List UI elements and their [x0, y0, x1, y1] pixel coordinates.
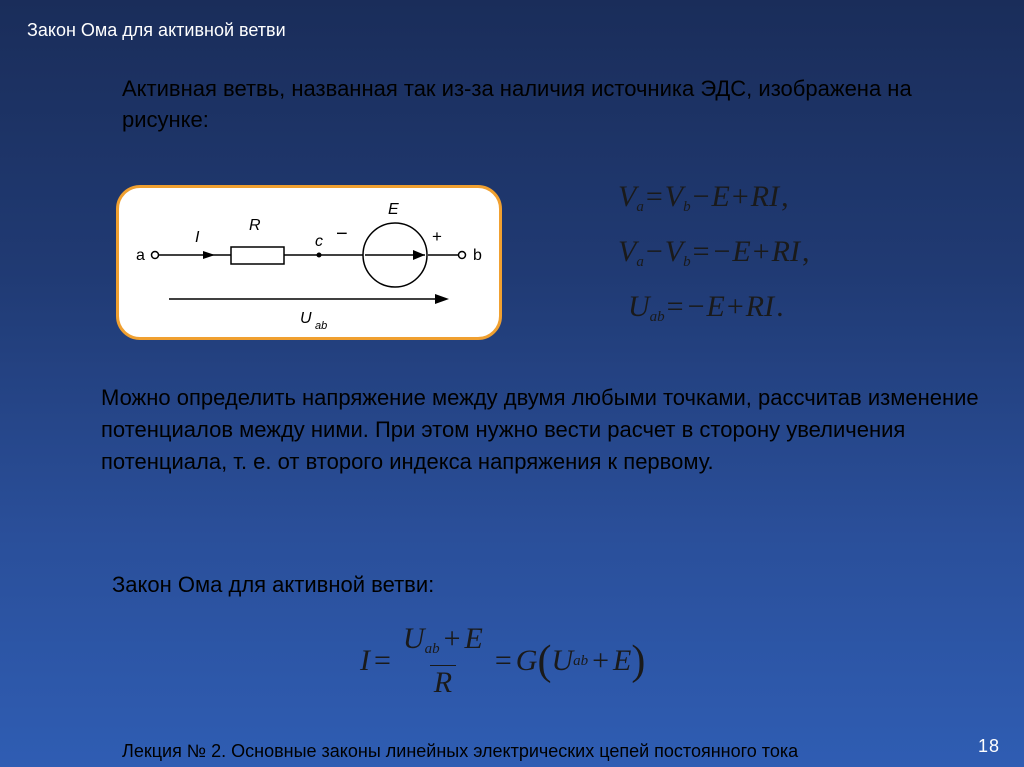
- slide-title: Закон Ома для активной ветви: [27, 20, 286, 40]
- node-c: [317, 253, 322, 258]
- label-emf: E: [388, 201, 399, 218]
- label-voltage: U: [300, 310, 312, 327]
- resistor: [231, 247, 284, 264]
- label-plus: +: [432, 227, 442, 246]
- explanation-paragraph: Можно определить напряжение между двумя любыми точками, рассчитав изменение потенциалов между ними. При этом нужно вести расчет в сторону увеличения потенциала, т. е. от второго индекса напряжения к первому.: [101, 385, 979, 474]
- equation-2: $V_a-V_b= -E+RI$,: [618, 235, 810, 270]
- label-resistor: R: [249, 217, 261, 234]
- circuit-diagram: [116, 185, 502, 340]
- terminal-b: [459, 252, 466, 259]
- equation-3: $U_{ab}= -E+RI$.: [628, 290, 784, 325]
- footer-lecture-title: Лекция № 2. Основные законы линейных электрических цепей постоянного тока: [122, 741, 799, 761]
- terminal-a: [152, 252, 159, 259]
- label-a: a: [136, 247, 145, 264]
- current-arrow-icon: [203, 251, 215, 259]
- intro-text: Активная ветвь, названная так из-за наличия источника ЭДС, изображена на рисунке:: [122, 76, 912, 132]
- label-b: b: [473, 247, 482, 264]
- label-voltage-sub: ab: [315, 320, 328, 332]
- circuit-svg: [119, 188, 499, 337]
- label-current: I: [195, 229, 200, 246]
- equation-1: $V_a=V_b-E+RI$,: [618, 180, 789, 215]
- voltage-arrow-icon: [435, 294, 449, 304]
- ohm-law-heading: Закон Ома для активной ветви:: [112, 572, 435, 597]
- ohm-law-formula: I = $\frac{U_{ab} + E}{R}$ = G ( U ab + E ): [360, 621, 646, 699]
- label-c: c: [315, 233, 323, 250]
- page-number: 18: [978, 736, 1001, 756]
- formula-fraction: $\frac{U_{ab} + E}{R}$: [402, 621, 483, 699]
- label-minus: −: [336, 223, 348, 245]
